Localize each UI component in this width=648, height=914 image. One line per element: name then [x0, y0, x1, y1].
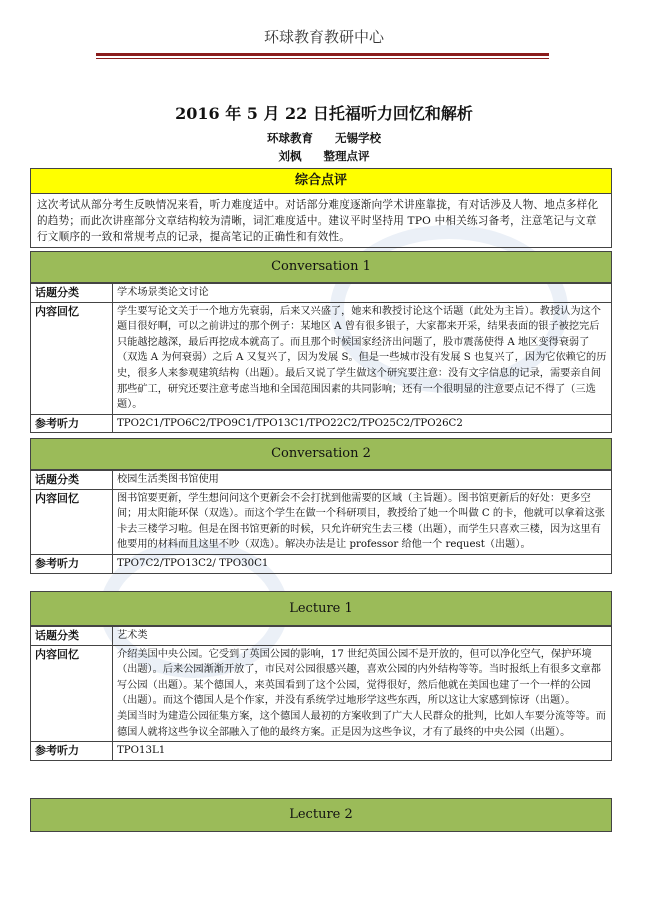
table-row	[31, 554, 612, 573]
section-header-conversation-1: Conversation 1	[30, 251, 612, 283]
byline-org	[0, 130, 648, 146]
byline-author	[0, 148, 648, 164]
document-title: 2016 年 5 月 22 日托福听力回忆和解析	[175, 104, 473, 123]
summary-block	[30, 168, 612, 248]
header-center-name: 环球教育教研中心	[263, 28, 384, 46]
content-value: 图书馆要更新，学生想问问这个更新会不会打扰到他需要的区域（主旨题）。图书馆更新后的好处：更多空间；用太阳能环保（双选）。而这个学生在做一个科研项目，教授给了她一个叫做 C 的卡，他就可以拿着这张卡去三楼学习啦。但是在图书馆更新的时候，只允许研究生去三楼（出题），而学生只喜欢三楼，因为这里有他要用的材料而且这里不吵（双选）。解决办法是让 professor 给他一个 request（出题）。	[113, 489, 612, 554]
header-rule-thin	[96, 58, 549, 59]
topic-value: 学术场景类论文讨论	[113, 284, 612, 303]
content-value: 学生要写论文关于一个地方先衰弱，后来又兴盛了，她来和教授讨论这个话题（此处为主旨）。教授认为这个题目很好啊，可以之前讲过的那个例子：某地区 A 曾有很多银子，大家都来开采，结果表面的银子被挖完后只能越挖越深，最后再挖成本就高了。而且那个时候国家经济出问题了，股市震荡使得 A 地区变得衰弱了（双选 A 为何衰弱）之后 A 又复兴了，因为发展 S。但是一些城市没有发展 S 也复兴了，因为它依赖它的历史，很多人来参观建筑结构（出题）。最后又说了学生做这个研究要注意：没有文字信息的记录，需要亲自间那些矿工，研究还要注意考虑当地和全国范围因素的共同影响；还有一个很明显的注意要点记不得了（三选题）。	[113, 302, 612, 414]
content-label: 内容回忆	[31, 302, 113, 414]
section-table-conversation-2	[30, 470, 612, 574]
section-header-conversation-2: Conversation 2	[30, 438, 612, 470]
table-row	[31, 284, 612, 303]
table-row	[31, 302, 612, 414]
table-row	[31, 489, 612, 554]
content-label: 内容回忆	[31, 489, 113, 554]
table-row	[31, 645, 612, 742]
table-row	[31, 471, 612, 490]
ref-value: TPO13L1	[113, 742, 612, 761]
section-header-lecture-2: Lecture 2	[30, 798, 612, 832]
topic-value: 艺术类	[113, 627, 612, 646]
table-row	[31, 742, 612, 761]
ref-label: 参考听力	[31, 554, 113, 573]
section-table-lecture-1	[30, 626, 612, 761]
section-table-conversation-1	[30, 283, 612, 433]
content-value: 介绍美国中央公园。它受到了英国公园的影响，17 世纪英国公园不是开放的，但可以净化空气，保护环境（出题）。后来公园渐渐开放了，市民对公园很感兴趣，喜欢公园的内外结构等等。当时报纸上有很多文章都写公园（出题）。某个德国人，来英国看到了这个公园，觉得很好，然后他就在美国也建了一个一样的公园（出题）。而这个德国人是个作家，并没有系统学过地形学这些东西，所以这让大家感到惊讶（出题）。 美国当时为建造公园征集方案，这个德国人最初的方案收到了广大人民群众的批判，比如人车要分流等等。而德国人就将这些争议全部融入了他的最终方案。正是因为这些争议，才有了最终的中央公园（出题）。	[113, 645, 612, 742]
table-row	[31, 627, 612, 646]
org-name: 环球教育	[267, 131, 313, 145]
topic-label: 话题分类	[31, 284, 113, 303]
author-role: 整理点评	[323, 149, 370, 163]
ref-label: 参考听力	[31, 414, 113, 433]
topic-label: 话题分类	[31, 627, 113, 646]
summary-text: 这次考试从部分考生反映情况来看，听力难度适中。对话部分难度逐渐向学术讲座靠拢，有对话涉及人物、地点多样化的趋势；而此次讲座部分文章结构较为清晰，词汇难度适中。建议平时坚持用 TPO 中相关练习备考，注意笔记与文章行文顺序的一致和常规考点的记录，提高笔记的正确性和有效性。	[37, 199, 599, 243]
section-header-lecture-1: Lecture 1	[30, 591, 612, 626]
content-label: 内容回忆	[31, 645, 113, 742]
ref-label: 参考听力	[31, 742, 113, 761]
ref-value: TPO2C1/TPO6C2/TPO9C1/TPO13C1/TPO22C2/TPO25C2/TPO26C2	[113, 414, 612, 433]
header-rule	[96, 53, 549, 56]
school-name: 无锡学校	[335, 131, 381, 145]
topic-value: 校园生活类图书馆使用	[113, 471, 612, 490]
table-row	[31, 414, 612, 433]
summary-heading: 综合点评	[31, 169, 611, 194]
ref-value: TPO7C2/TPO13C2/ TPO30C1	[113, 554, 612, 573]
topic-label: 话题分类	[31, 471, 113, 490]
author-name: 刘枫	[278, 149, 302, 163]
